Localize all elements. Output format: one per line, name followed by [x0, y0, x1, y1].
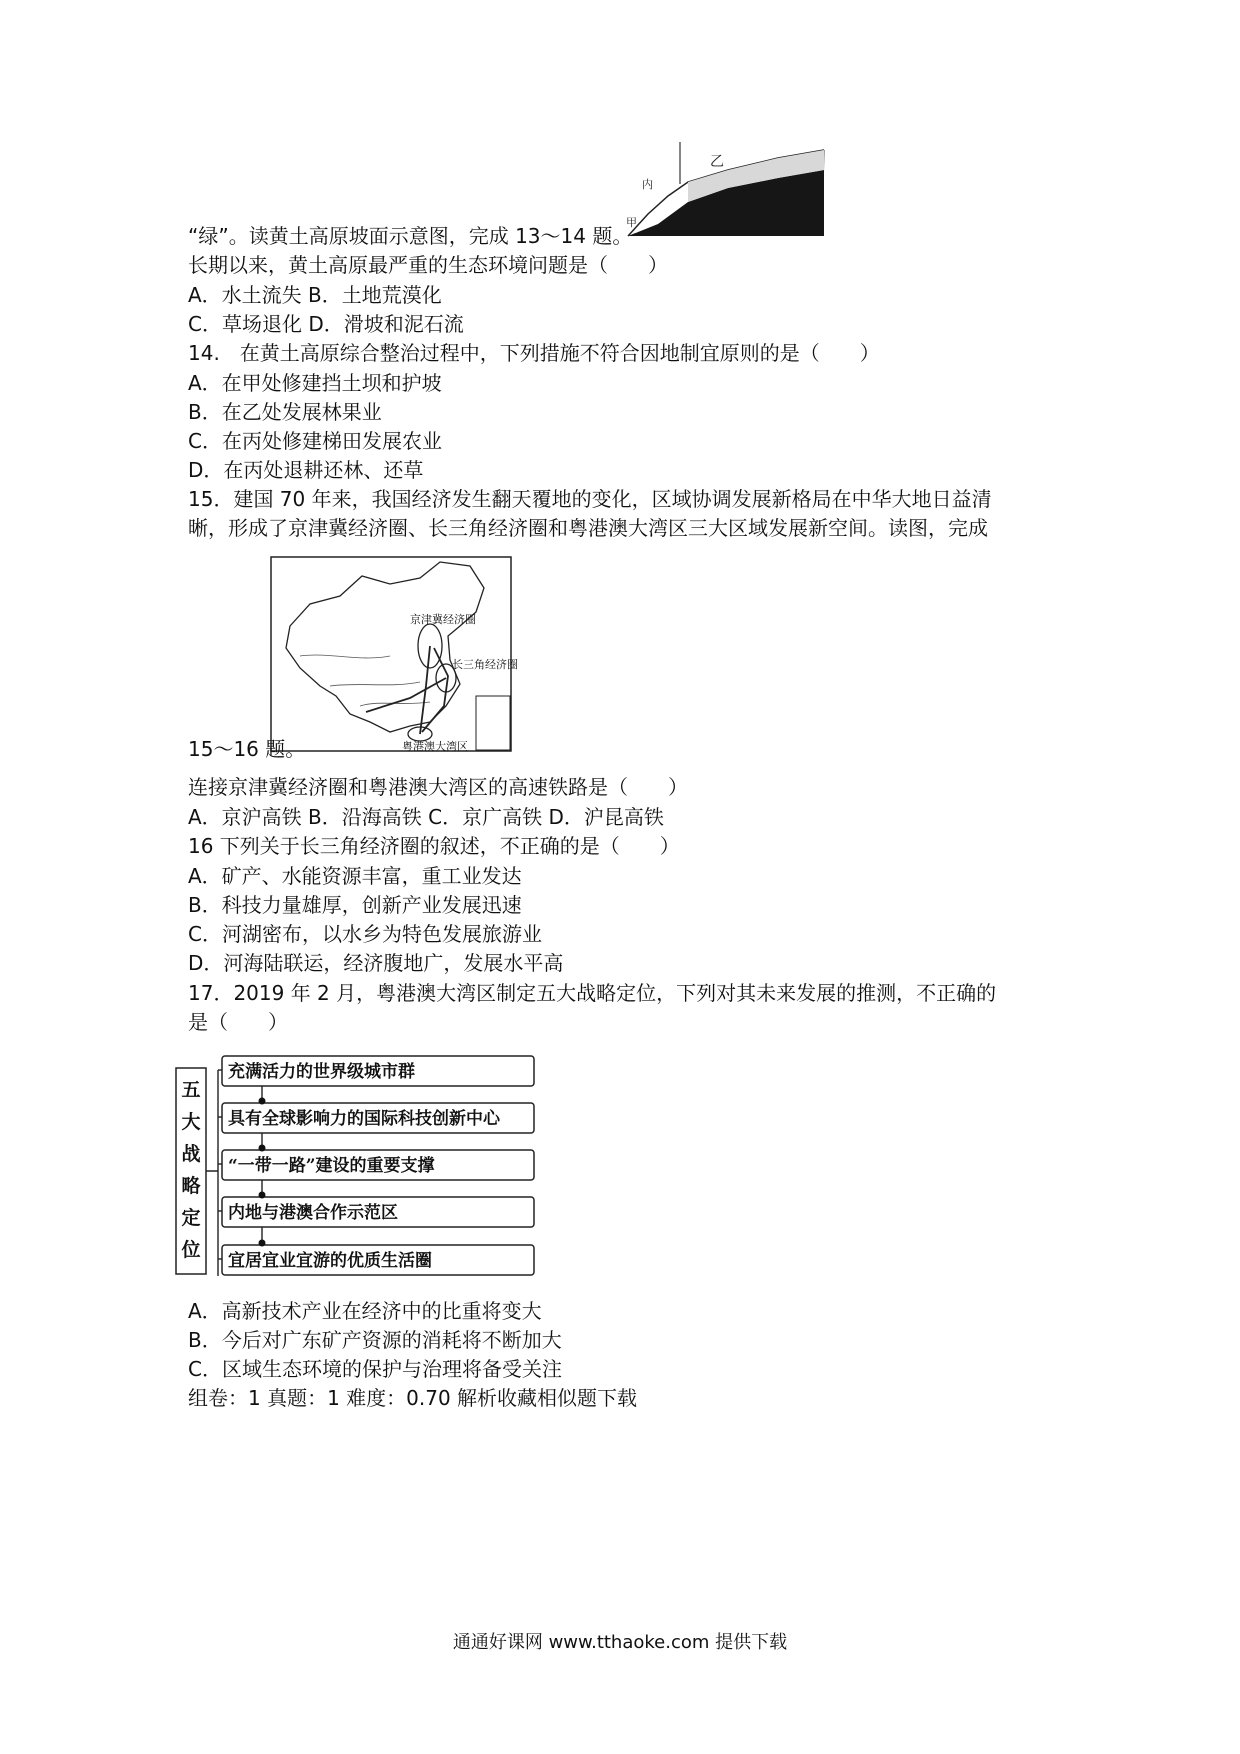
q17-option-b: B．今后对广东矿产资源的消耗将不断加大 — [188, 1328, 562, 1352]
q16-option-a: A．矿产、水能资源丰富，重工业发达 — [188, 864, 522, 888]
q17-stem-line1: 17．2019 年 2 月，粤港澳大湾区制定五大战略定位，下列对其未来发展的推测，不正确的 — [188, 981, 997, 1005]
map-label-ygadwq: 粤港澳大湾区 — [402, 740, 468, 753]
q14-option-b: B．在乙处发展林果业 — [188, 400, 382, 424]
q16-option-d: D．河海陆联运，经济腹地广，发展水平高 — [188, 951, 564, 975]
q16-option-c: C．河湖密布，以水乡为特色发展旅游业 — [188, 922, 542, 946]
q13-intro: “绿”。读黄土高原坡面示意图，完成 13～14 题。 — [188, 224, 633, 248]
q13-options-cd: C．草场退化 D．滑坡和泥石流 — [188, 312, 464, 336]
label-nei: 内 — [642, 178, 653, 191]
q13-stem: 长期以来，黄土高原最严重的生态环境问题是（ ） — [188, 253, 668, 277]
q15-stem-line3: 15～16 题。 — [188, 737, 306, 761]
loess-slope-figure — [628, 140, 824, 238]
diagram-title-char-4: 略 — [181, 1175, 201, 1197]
q15-stem-line2: 晰，形成了京津冀经济圈、长三角经济圈和粤港澳大湾区三大区域发展新空间。读图，完成 — [188, 516, 988, 540]
q14-option-c: C．在丙处修建梯田发展农业 — [188, 429, 442, 453]
strategy-item-5: 宜居宜业宜游的优质生活圈 — [228, 1251, 432, 1271]
diagram-title-char-6: 位 — [181, 1239, 201, 1261]
q15-options: A．京沪高铁 B．沿海高铁 C．京广高铁 D．沪昆高铁 — [188, 805, 664, 829]
q14-stem: 14. 在黄土高原综合整治过程中，下列措施不符合因地制宜原则的是（ ） — [188, 341, 880, 365]
q15-question: 连接京津冀经济圈和粤港澳大湾区的高速铁路是（ ） — [188, 775, 688, 799]
q16-option-b: B．科技力量雄厚，创新产业发展迅速 — [188, 893, 522, 917]
page-footer: 通通好课网 www.tthaoke.com 提供下载 — [452, 1632, 788, 1653]
strategy-item-4: 内地与港澳合作示范区 — [228, 1203, 398, 1223]
q17-stem-line2: 是（ ） — [188, 1010, 288, 1034]
q17-meta: 组卷：1 真题：1 难度：0.70 解析收藏相似题下载 — [188, 1386, 638, 1410]
diagram-title-char-1: 五 — [181, 1079, 201, 1101]
strategy-item-2: 具有全球影响力的国际科技创新中心 — [228, 1109, 500, 1129]
q16-stem: 16 下列关于长三角经济圈的叙述，不正确的是（ ） — [188, 834, 680, 858]
q14-option-d: D．在丙处退耕还林、还草 — [188, 458, 424, 482]
diagram-title-char-5: 定 — [181, 1207, 201, 1229]
china-economic-zones-map — [270, 556, 518, 753]
strategy-item-1: 充满活力的世界级城市群 — [228, 1062, 415, 1082]
five-strategic-positions-diagram — [172, 1054, 538, 1290]
q15-stem-line1: 15．建国 70 年来，我国经济发生翻天覆地的变化，区域协调发展新格局在中华大地日益清 — [188, 487, 992, 511]
diagram-title-char-3: 战 — [181, 1143, 201, 1165]
diagram-title-char-2: 大 — [181, 1111, 201, 1133]
q17-option-c: C．区域生态环境的保护与治理将备受关注 — [188, 1357, 562, 1381]
q17-option-a: A．高新技术产业在经济中的比重将变大 — [188, 1299, 542, 1323]
map-label-csj: 长三角经济圈 — [452, 658, 518, 671]
label-yi: 乙 — [710, 154, 724, 170]
map-label-jjj: 京津冀经济圈 — [410, 613, 476, 626]
q13-options-ab: A．水土流失 B．土地荒漠化 — [188, 283, 442, 307]
q14-option-a: A．在甲处修建挡土坝和护坡 — [188, 371, 442, 395]
label-jia: 甲 — [626, 216, 637, 229]
strategy-item-3: “一带一路”建设的重要支撑 — [228, 1156, 435, 1176]
